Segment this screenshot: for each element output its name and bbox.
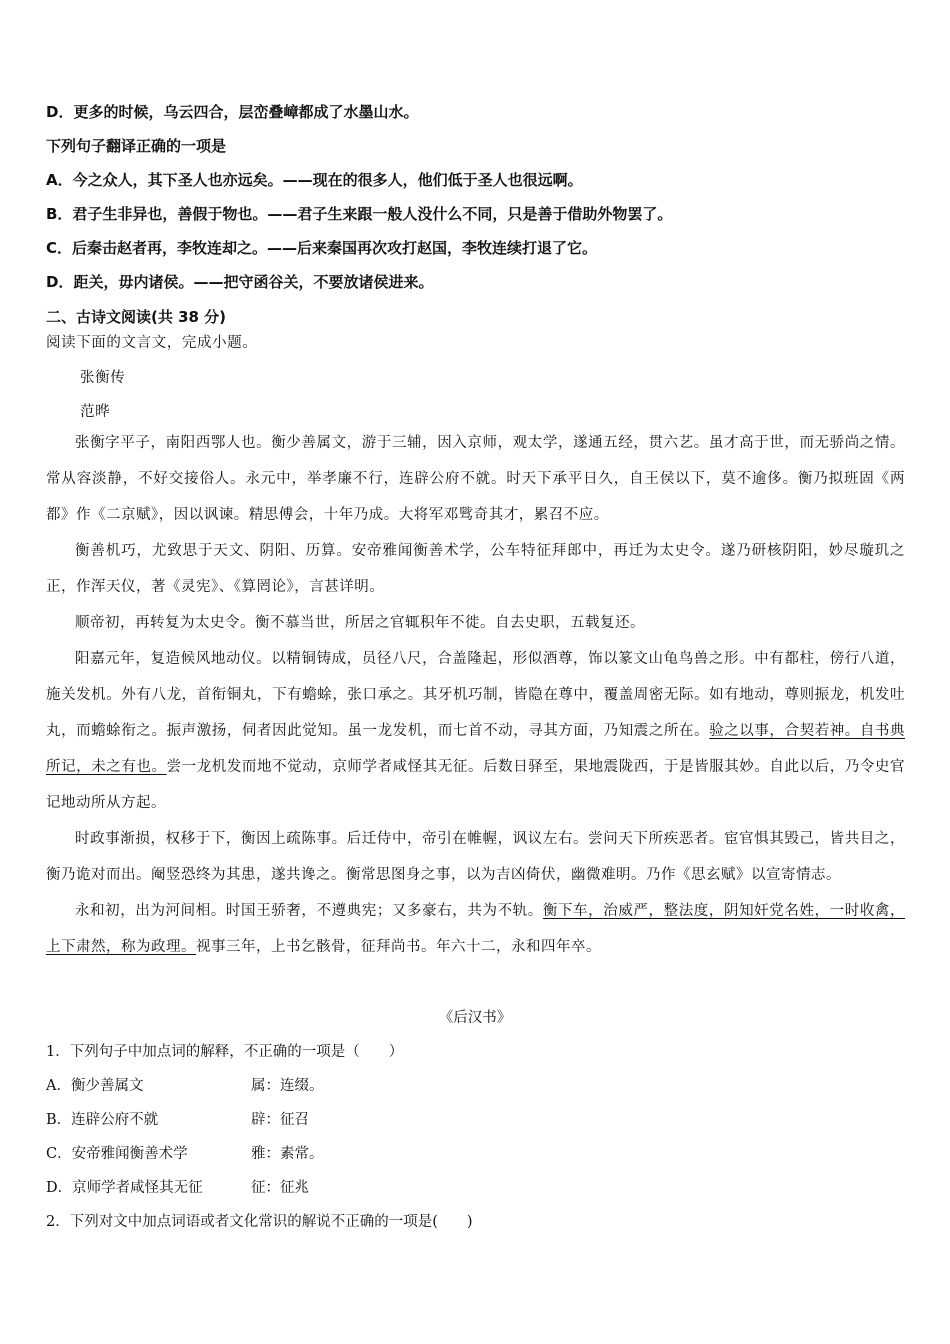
paragraph-4-text-a: 阳嘉元年，复造候风地动仪。以精铜铸成，员径八尺，合盖隆起，形似酒尊，饰以篆文山龟鸟兽之形。中有都柱，傍行八道，施关发机。外有八龙，首衔铜丸，下有蟾蜍，张口承之。其牙机巧制，皆隐在尊中，覆盖周密无际。如有地动，尊则振龙，机发吐丸，而蟾蜍衔之。振声激扬，伺者因此觉知。虽一龙发机，而七首不动，寻其方面，乃知震之所在。 [46,651,905,739]
question-1-option-d [46,1176,309,1197]
passage-source: 《后汉书》 [438,1010,512,1026]
question-2-stem: 2．下列对文中加点词语或者文化常识的解说不正确的一项是( ) [46,1214,473,1230]
passage-body [46,425,905,965]
paragraph-6-text-b: 视事三年，上书乞骸骨，征拜尚书。年六十二，永和四年卒。 [196,939,601,955]
paragraph-1: 张衡字平子，南阳西鄂人也。衡少善属文，游于三辅，因入京师，观太学，遂通五经，贯六艺。虽才高于世，而无骄尚之情。常从容淡静，不好交接俗人。永元中，举孝廉不行，连辟公府不就。时天下承平日久，自王侯以下，莫不逾侈。衡乃拟班固《两都》作《二京赋》，因以讽谏。精思傅会，十年乃成。大将军邓骘奇其才，累召不应。 [46,435,905,523]
underlined-sentence-1: 验之以事，合契若神。自书典所记，未之有也。 [46,723,905,775]
option-b-definition: 辟：征召 [251,1112,309,1128]
option-a-text: A．衡少善属文 [46,1078,144,1094]
translation-option-a: A．今之众人，其下圣人也亦远矣。——现在的很多人，他们低于圣人也很远啊。 [46,171,583,189]
paragraph-5: 时政事渐损，权移于下，衡因上疏陈事。后迁侍中，帝引在帷幄，讽议左右。尝问天下所疾恶者。宦官惧其毁己，皆共目之，衡乃诡对而出。阉竖恐终为其患，遂共谗之。衡常思图身之事，以为吉凶倚伏，幽微难明。乃作《思玄赋》以宣寄情志。 [46,831,905,883]
paragraph-6 [46,893,905,965]
option-d-definition: 征：征兆 [251,1180,309,1196]
translation-question-stem: 下列句子翻译正确的一项是 [46,137,227,155]
passage-author: 范晔 [80,404,111,420]
paragraph-4 [46,641,905,821]
translation-option-d: D．距关，毋内诸侯。——把守函谷关，不要放诸侯进来。 [46,273,434,291]
option-b-text: B．连辟公府不就 [46,1112,159,1128]
paragraph-2: 衡善机巧，尤致思于天文、阴阳、历算。安帝雅闻衡善术学，公车特征拜郎中，再迁为太史令。遂乃研核阴阳，妙尽璇玑之正，作浑天仪，著《灵宪》、《算罔论》，言甚详明。 [46,543,905,595]
question-1-stem: 1．下列句子中加点词的解释，不正确的一项是（ ） [46,1044,404,1060]
question-1-option-b [46,1108,309,1129]
section-instruction: 阅读下面的文言文，完成小题。 [46,335,258,351]
option-c-text: C．安帝雅闻衡善术学 [46,1146,188,1162]
option-a-definition: 属：连缀。 [251,1078,324,1094]
option-c-definition: 雅：素常。 [251,1146,324,1162]
passage-title: 张衡传 [80,370,126,386]
paragraph-3: 顺帝初，再转复为太史令。衡不慕当世，所居之官辄积年不徙。自去史职，五载复还。 [75,615,645,631]
paragraph-6-text-a: 永和初，出为河间相。时国王骄奢，不遵典宪；又多豪右，共为不轨。 [75,903,543,919]
question-1-option-a [46,1074,324,1095]
option-d-text: D．京师学者咸怪其无征 [46,1180,203,1196]
previous-question-option-d: D．更多的时候，乌云四合，层峦叠嶂都成了水墨山水。 [46,103,419,121]
underlined-sentence-2: 衡下车，治威严，整法度，阴知奸党名姓，一时收禽，上下肃然，称为政理。 [46,903,906,955]
translation-option-c: C．后秦击赵者再，李牧连却之。——后来秦国再次攻打赵国，李牧连续打退了它。 [46,239,598,257]
question-1-option-c [46,1142,324,1163]
section-heading: 二、古诗文阅读(共 38 分) [46,308,227,326]
translation-option-b: B．君子生非异也，善假于物也。——君子生来跟一般人没什么不同，只是善于借助外物罢了。 [46,205,673,223]
paragraph-4-text-b: 尝一龙机发而地不觉动，京师学者咸怪其无征。后数日驿至，果地震陇西，于是皆服其妙。自此以后，乃令史官记地动所从方起。 [46,759,906,811]
